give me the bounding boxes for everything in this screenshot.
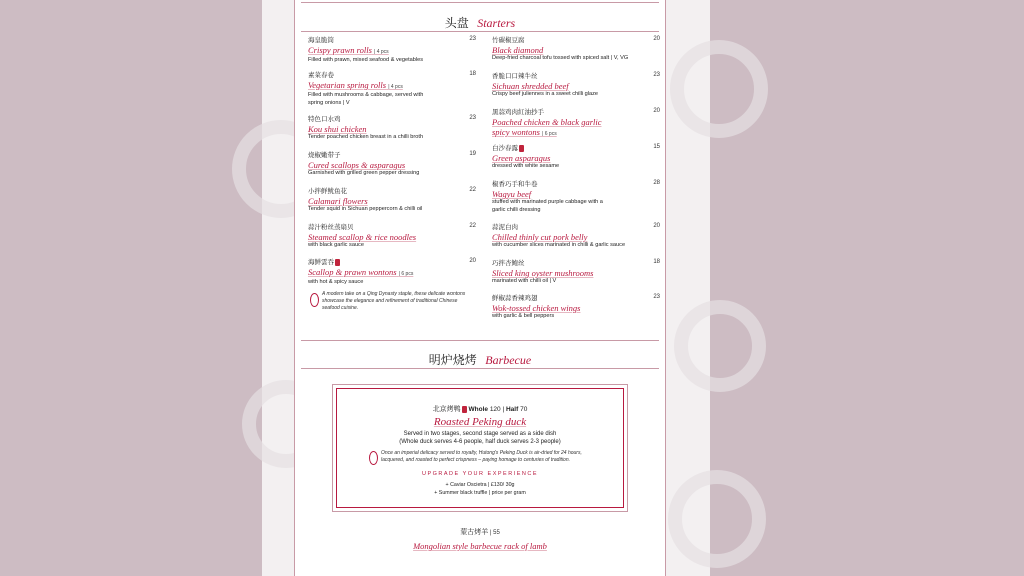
item-price: 22 [469, 187, 476, 193]
top-rule [301, 2, 659, 3]
item-name: Calamari flowers [308, 196, 368, 206]
item-cn: 海鲜雲吞 [308, 258, 476, 267]
item-name: Chilled thinly cut pork belly [492, 232, 588, 242]
menu-item [308, 71, 476, 107]
duck-price-line: 北京烤鸭 Whole 120 | Half 70 [432, 405, 528, 413]
barbecue-top-rule [301, 340, 659, 341]
item-desc: stuffed with marinated purple cabbage with a garlic chilli dressing [492, 199, 603, 213]
upgrade-title: UPGRADE YOUR EXPERIENCE [421, 471, 538, 477]
starters-heading [295, 14, 665, 32]
item-price: 20 [469, 258, 476, 264]
item-price: 18 [653, 259, 660, 265]
left-margin-pattern [262, 0, 294, 576]
item-cn: 黑蒜鸡肉紅油抄手 [492, 108, 544, 116]
menu-item [492, 223, 660, 250]
item-price: 15 [653, 144, 660, 150]
item-name: Vegetarian spring rolls | 4 pcs [308, 80, 403, 90]
item-desc: Filled with prawn, mixed seafood & vegetables [308, 57, 424, 63]
peking-duck-box [332, 384, 628, 512]
starters-left-column [308, 36, 476, 326]
wonton-note: A modern take on a Qing Dynasty staple, these delicate wontons showcase the elegance and refinement of traditional Chinese seafood cuisine. [322, 291, 466, 311]
item-price: 19 [469, 151, 476, 157]
duck-line-1: Served in two stages, second stage served as a side dish [403, 431, 557, 437]
duck-line-2: (Whole duck serves 4-6 people, half duck serves 2-3 people) [399, 439, 561, 445]
menu-item [308, 258, 476, 287]
menu-item [492, 72, 660, 99]
chili-icon [519, 145, 524, 152]
menu-item [492, 36, 660, 63]
item-name: Kou shui chicken [308, 124, 367, 134]
item-price: 18 [469, 71, 476, 77]
item-name: Black diamond [492, 45, 544, 55]
barbecue-title-cn: 明炉烧烤 [428, 353, 477, 367]
item-cn: 竹碳椒豆腐 [492, 36, 525, 44]
item-name: Sliced king oyster mushrooms [492, 268, 594, 278]
menu-item [492, 108, 660, 139]
item-price: 23 [469, 36, 476, 42]
item-desc: with black garlic sauce [308, 242, 364, 248]
item-cn: 鲜椒蒜香辣鸡翅 [492, 294, 538, 302]
starters-right-column [492, 36, 660, 326]
lamb-name: Mongolian style barbecue rack of lamb [413, 541, 547, 551]
menu-item [492, 144, 660, 171]
lamb-price-line: 蒙古烤羊 | 55 [460, 528, 500, 536]
item-price: 20 [653, 108, 660, 114]
item-desc: with cucumber slices marinated in chilli & garlic sauce [492, 242, 626, 248]
menu-item [492, 259, 660, 286]
item-name: Wok-tossed chicken wings [492, 303, 581, 313]
menu-item [308, 187, 476, 214]
item-price: 20 [653, 36, 660, 42]
item-price: 23 [469, 115, 476, 121]
item-name: Poached chicken & black garlic spicy wontons | 6 pcs [492, 117, 602, 137]
chili-icon [462, 406, 467, 413]
item-desc: with hot & spicy sauce [308, 279, 364, 285]
menu-item [308, 223, 476, 250]
item-desc: with garlic & bell peppers [492, 313, 555, 319]
menu-page [294, 0, 666, 576]
feather-icon [310, 293, 319, 307]
item-price: 22 [469, 223, 476, 229]
barbecue-title-en: Barbecue [485, 353, 532, 367]
item-price: 23 [653, 72, 660, 78]
item-desc: Crispy beef juliennes in a sweet chilli glaze [492, 91, 599, 97]
item-cn: 蒜汁粉丝蒸扇贝 [308, 223, 354, 231]
item-cn: 素菜春卷 [308, 71, 334, 79]
item-name: Steamed scallop & rice noodles [308, 232, 417, 242]
item-name: Wagyu beef [492, 189, 532, 199]
duck-note: Once an imperial delicacy served to royalty, Hutong's Peking Duck is air-dried for 24 hours, lacquered, and roasted to perfect crispness – paying homage to centuries of tradition. [381, 450, 582, 463]
item-desc: Tender squid in Sichuan peppercorn & chilli oil [308, 206, 423, 212]
chili-icon [335, 259, 340, 266]
item-cn: 海皇脆筒 [308, 36, 334, 44]
item-desc: Filled with mushrooms & cabbage, served with spring onions | V [308, 92, 424, 106]
item-cn: 蒜泥白肉 [492, 223, 518, 231]
item-cn: 小拌鲜鱿鱼花 [308, 187, 347, 195]
item-cn: 烧椒嫩带子 [308, 151, 341, 159]
item-desc: Deep-fried charcoal tofu tossed with spiced salt | V, VG [492, 55, 629, 61]
item-desc: Tender poached chicken breast in a chilli broth [308, 134, 424, 140]
item-cn: 香脆口口辣牛丝 [492, 72, 538, 80]
menu-item [308, 151, 476, 178]
item-cn: 特色口水鸡 [308, 115, 341, 123]
upgrade-truffle: + Summer black truffle | price per gram [434, 490, 526, 496]
feather-icon [369, 451, 378, 465]
item-desc: marinated with chilli oil | V [492, 278, 557, 284]
item-price: 23 [653, 294, 660, 300]
item-name: Cured scallops & asparagus [308, 160, 406, 170]
item-desc: Garnished with grilled green pepper dressing [308, 170, 420, 176]
menu-item [308, 115, 476, 142]
right-margin-pattern [664, 0, 710, 576]
item-price: 28 [653, 180, 660, 186]
starters-title-cn: 头盘 [444, 16, 469, 30]
menu-item [492, 294, 660, 321]
menu-item [492, 180, 660, 214]
item-name: Green asparagus [492, 153, 551, 163]
item-name: Crispy prawn rolls | 4 pcs [308, 45, 389, 55]
item-desc: dressed with white sesame [492, 163, 560, 169]
item-cn: 巧拌杏鲍丝 [492, 259, 525, 267]
starters-title-en: Starters [477, 16, 516, 30]
item-cn: 椒香巧手和牛卷 [492, 180, 538, 188]
item-name: Sichuan shredded beef [492, 81, 569, 91]
menu-item [308, 36, 476, 65]
duck-name: Roasted Peking duck [433, 416, 527, 428]
upgrade-caviar: + Caviar Oscietra | £130/ 30g [445, 482, 515, 488]
item-name: Scallop & prawn wontons | 6 pcs [308, 267, 414, 277]
starters-rule [301, 31, 659, 32]
barbecue-heading [295, 351, 665, 369]
item-cn: 白沙春露 [492, 144, 660, 153]
item-price: 20 [653, 223, 660, 229]
barbecue-rule [301, 368, 659, 369]
